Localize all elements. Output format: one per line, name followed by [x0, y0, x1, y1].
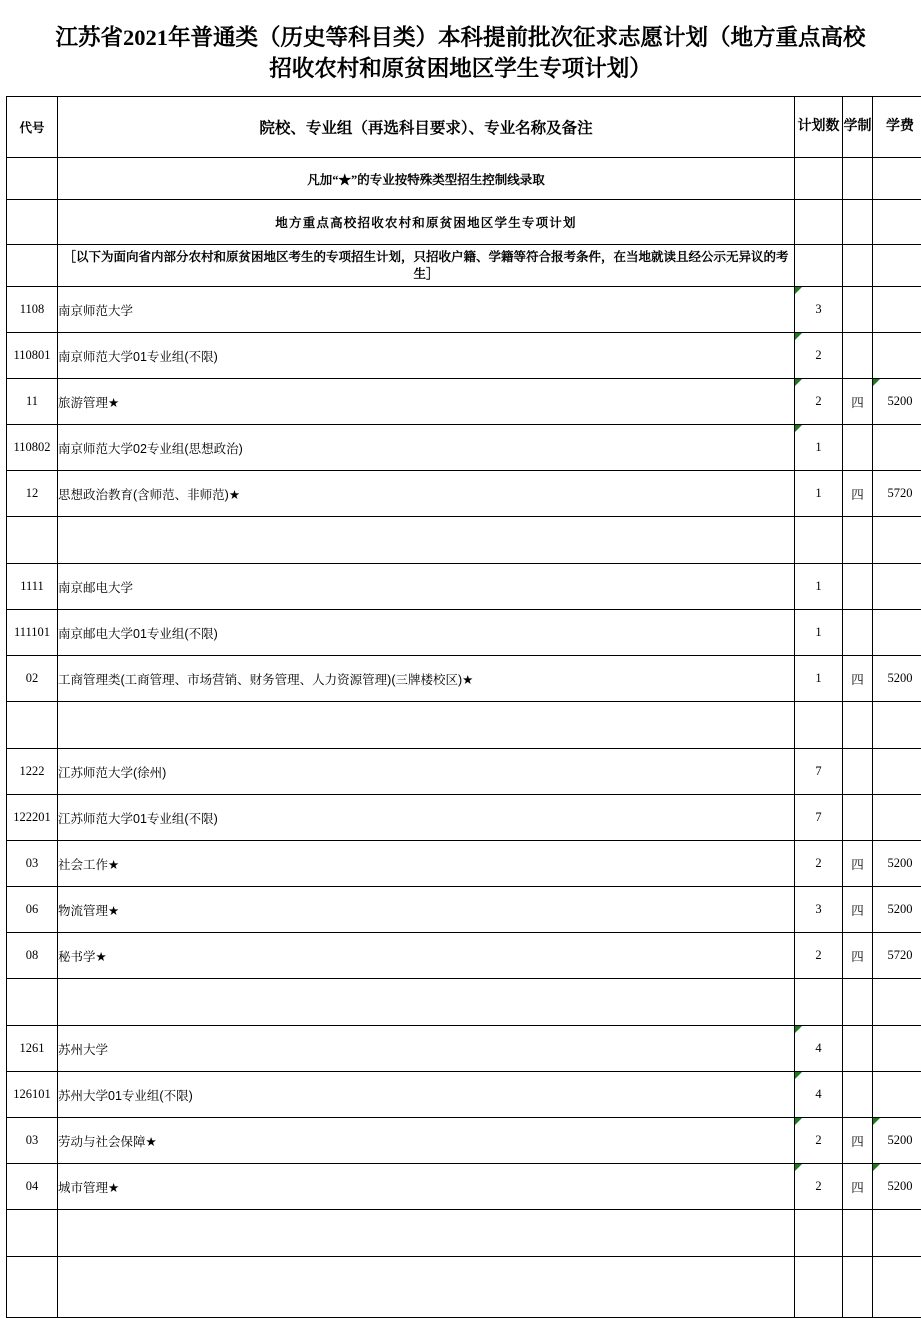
row-plan-count: 1	[795, 564, 843, 610]
row-length	[843, 610, 873, 656]
row-name: 江苏师范大学(徐州)	[58, 749, 795, 795]
row-code	[7, 1210, 58, 1257]
row-length: 四	[843, 1118, 873, 1164]
row-code: 111101	[7, 610, 58, 656]
row-code: 110801	[7, 333, 58, 379]
row-fee	[873, 979, 921, 1026]
row-name: 江苏师范大学01专业组(不限)	[58, 795, 795, 841]
table-row	[7, 749, 921, 795]
row-fee: 5200	[873, 379, 921, 425]
row-plan-count: 2	[795, 1118, 843, 1164]
table-row	[7, 1164, 921, 1210]
table-row	[7, 1118, 921, 1164]
row-name: 劳动与社会保障★	[58, 1118, 795, 1164]
row-name	[58, 979, 795, 1026]
star-note-fee-cell	[873, 158, 921, 200]
table-row	[7, 656, 921, 702]
row-plan-count: 1	[795, 610, 843, 656]
header-length-label: 学制	[843, 118, 872, 137]
table-row	[7, 379, 921, 425]
bracket-plan-cell	[795, 245, 843, 287]
table-spacer-row	[7, 979, 921, 1026]
row-length	[843, 564, 873, 610]
row-length	[843, 1072, 873, 1118]
row-plan-count	[795, 1210, 843, 1257]
section-length-cell	[843, 200, 873, 245]
row-fee	[873, 795, 921, 841]
row-fee	[873, 333, 921, 379]
row-code: 12	[7, 471, 58, 517]
bracket-note-text: ［以下为面向省内部分农村和原贫困地区考生的专项招生计划，只招收户籍、学籍等符合报考条件，在当地就读且经公示无异议的考生］	[58, 245, 795, 287]
star-note-row	[7, 158, 921, 200]
star-note-text: 凡加“★”的专业按特殊类型招生控制线录取	[58, 158, 795, 200]
row-plan-count: 2	[795, 379, 843, 425]
row-fee: 5200	[873, 887, 921, 933]
row-name: 南京师范大学01专业组(不限)	[58, 333, 795, 379]
table-row	[7, 1072, 921, 1118]
page-title	[0, 0, 921, 96]
table-spacer-row	[7, 1257, 921, 1318]
row-length	[843, 1257, 873, 1318]
row-length	[843, 795, 873, 841]
row-code: 04	[7, 1164, 58, 1210]
row-fee: 5720	[873, 471, 921, 517]
row-code	[7, 1257, 58, 1318]
row-name: 城市管理★	[58, 1164, 795, 1210]
header-fee-label: 学费	[873, 118, 921, 137]
row-name: 苏州大学	[58, 1026, 795, 1072]
page-title-line-1: 江苏省2021年普通类（历史等科目类）本科提前批次征求志愿计划（地方重点高校	[6, 22, 915, 53]
header-code-label: 代号	[19, 121, 44, 135]
row-name: 南京师范大学	[58, 287, 795, 333]
section-plan-cell	[795, 200, 843, 245]
row-fee	[873, 287, 921, 333]
row-name	[58, 517, 795, 564]
table-spacer-row	[7, 1210, 921, 1257]
table-header-row	[7, 97, 921, 158]
row-length	[843, 1026, 873, 1072]
row-fee	[873, 749, 921, 795]
row-fee	[873, 702, 921, 749]
table-row	[7, 1026, 921, 1072]
row-plan-count: 3	[795, 287, 843, 333]
row-length: 四	[843, 933, 873, 979]
row-plan-count: 7	[795, 795, 843, 841]
row-fee	[873, 564, 921, 610]
bracket-length-cell	[843, 245, 873, 287]
header-code	[7, 97, 58, 158]
row-plan-count: 7	[795, 749, 843, 795]
enrollment-plan-table	[6, 96, 921, 1318]
table-row	[7, 333, 921, 379]
section-fee-cell	[873, 200, 921, 245]
table-row	[7, 841, 921, 887]
row-fee: 5200	[873, 656, 921, 702]
row-length: 四	[843, 471, 873, 517]
row-length: 四	[843, 841, 873, 887]
table-row	[7, 933, 921, 979]
row-code: 11	[7, 379, 58, 425]
row-name: 南京邮电大学01专业组(不限)	[58, 610, 795, 656]
row-length	[843, 1210, 873, 1257]
table-row	[7, 610, 921, 656]
section-code-cell	[7, 200, 58, 245]
header-plan-count	[795, 97, 843, 158]
row-fee	[873, 517, 921, 564]
row-plan-count: 1	[795, 471, 843, 517]
row-plan-count: 1	[795, 425, 843, 471]
row-length	[843, 979, 873, 1026]
row-name: 旅游管理★	[58, 379, 795, 425]
bracket-fee-cell	[873, 245, 921, 287]
row-code: 02	[7, 656, 58, 702]
header-name-label: 院校、专业组（再选科目要求）、专业名称及备注	[259, 120, 592, 137]
table-body	[7, 97, 921, 1318]
table-row	[7, 795, 921, 841]
row-fee	[873, 1257, 921, 1318]
row-fee: 5200	[873, 1118, 921, 1164]
row-plan-count: 2	[795, 841, 843, 887]
row-code	[7, 517, 58, 564]
row-name: 秘书学★	[58, 933, 795, 979]
page-title-line-2: 招收农村和原贫困地区学生专项计划）	[6, 53, 915, 84]
row-name: 社会工作★	[58, 841, 795, 887]
row-length	[843, 333, 873, 379]
row-length	[843, 425, 873, 471]
row-length: 四	[843, 887, 873, 933]
row-fee: 5200	[873, 1164, 921, 1210]
row-code: 1222	[7, 749, 58, 795]
row-code: 1261	[7, 1026, 58, 1072]
star-note-code-cell	[7, 158, 58, 200]
row-plan-count	[795, 1257, 843, 1318]
row-fee: 5720	[873, 933, 921, 979]
row-code: 06	[7, 887, 58, 933]
row-fee	[873, 1072, 921, 1118]
header-name	[58, 97, 795, 158]
row-plan-count: 1	[795, 656, 843, 702]
row-code	[7, 702, 58, 749]
row-plan-count: 2	[795, 333, 843, 379]
row-code: 126101	[7, 1072, 58, 1118]
row-plan-count: 4	[795, 1026, 843, 1072]
row-length	[843, 517, 873, 564]
row-plan-count	[795, 702, 843, 749]
row-length: 四	[843, 656, 873, 702]
row-plan-count: 3	[795, 887, 843, 933]
row-name: 南京邮电大学	[58, 564, 795, 610]
section-title-text: 地方重点高校招收农村和原贫困地区学生专项计划	[58, 200, 795, 245]
row-code: 1108	[7, 287, 58, 333]
row-code: 1111	[7, 564, 58, 610]
row-plan-count: 2	[795, 933, 843, 979]
row-fee: 5200	[873, 841, 921, 887]
table-row	[7, 887, 921, 933]
row-name: 工商管理类(工商管理、市场营销、财务管理、人力资源管理)(三牌楼校区)★	[58, 656, 795, 702]
bracket-note-row	[7, 245, 921, 287]
row-length	[843, 702, 873, 749]
table-row	[7, 471, 921, 517]
row-name	[58, 702, 795, 749]
row-name: 苏州大学01专业组(不限)	[58, 1072, 795, 1118]
row-length: 四	[843, 1164, 873, 1210]
row-code	[7, 979, 58, 1026]
row-code: 110802	[7, 425, 58, 471]
row-code: 08	[7, 933, 58, 979]
row-plan-count	[795, 979, 843, 1026]
table-row	[7, 287, 921, 333]
star-note-length-cell	[843, 158, 873, 200]
row-length: 四	[843, 379, 873, 425]
row-plan-count: 4	[795, 1072, 843, 1118]
table-spacer-row	[7, 517, 921, 564]
row-plan-count	[795, 517, 843, 564]
header-fee	[873, 97, 921, 158]
bracket-code-cell	[7, 245, 58, 287]
header-length	[843, 97, 873, 158]
header-plan-count-label: 计划数	[795, 118, 842, 137]
row-length	[843, 287, 873, 333]
row-code: 03	[7, 1118, 58, 1164]
section-title-row	[7, 200, 921, 245]
table-row	[7, 425, 921, 471]
row-fee	[873, 610, 921, 656]
table-row	[7, 564, 921, 610]
table-spacer-row	[7, 702, 921, 749]
row-name: 南京师范大学02专业组(思想政治)	[58, 425, 795, 471]
row-code: 122201	[7, 795, 58, 841]
row-name	[58, 1210, 795, 1257]
row-fee	[873, 425, 921, 471]
row-name	[58, 1257, 795, 1318]
row-code: 03	[7, 841, 58, 887]
row-fee	[873, 1210, 921, 1257]
row-fee	[873, 1026, 921, 1072]
star-note-plan-cell	[795, 158, 843, 200]
row-length	[843, 749, 873, 795]
row-name: 思想政治教育(含师范、非师范)★	[58, 471, 795, 517]
row-name: 物流管理★	[58, 887, 795, 933]
row-plan-count: 2	[795, 1164, 843, 1210]
